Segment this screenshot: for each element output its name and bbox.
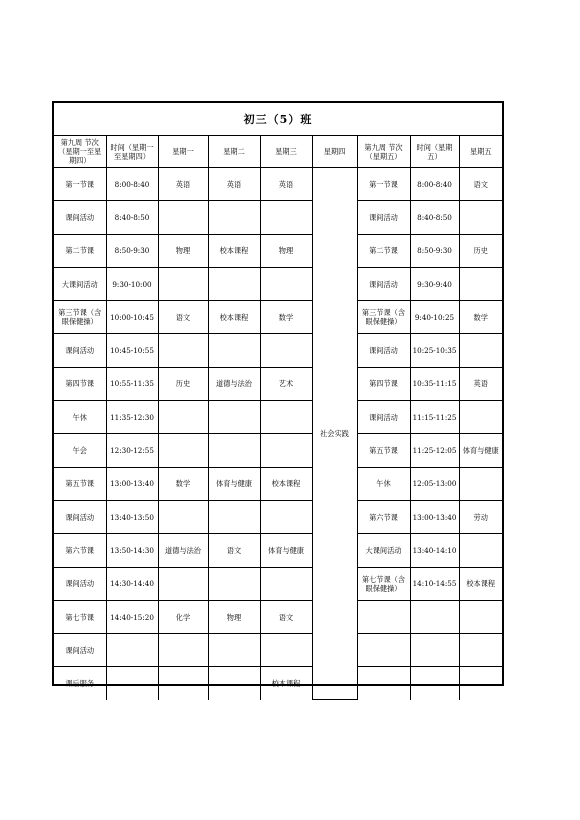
- time-friday-cell: 8:40-8:50: [410, 201, 459, 234]
- period-friday-cell: [357, 600, 410, 633]
- tuesday-cell: 校本课程: [208, 234, 260, 267]
- friday-cell: [459, 201, 502, 234]
- period-mon-thu-cell: 第七节课: [54, 600, 106, 633]
- schedule-table: [54, 136, 502, 700]
- time-friday-cell: 13:00-13:40: [410, 500, 459, 533]
- time-friday-cell: 11:15-11:25: [410, 401, 459, 434]
- time-mon-thu-cell: [106, 667, 158, 700]
- tuesday-cell: [208, 667, 260, 700]
- time-mon-thu-cell: 9:30-10:00: [106, 267, 158, 300]
- monday-cell: 英语: [158, 168, 208, 201]
- table-row: [54, 567, 502, 600]
- period-friday-cell: 课间活动: [357, 401, 410, 434]
- time-friday-cell: 8:00-8:40: [410, 168, 459, 201]
- header-period-friday: 第九周 节次（星期五）: [357, 136, 410, 168]
- period-mon-thu-cell: 课间活动: [54, 567, 106, 600]
- table-row: [54, 534, 502, 567]
- friday-cell: [459, 401, 502, 434]
- period-mon-thu-cell: 第六节课: [54, 534, 106, 567]
- period-friday-cell: 第六节课: [357, 500, 410, 533]
- period-mon-thu-cell: 课间活动: [54, 201, 106, 234]
- period-mon-thu-cell: 午会: [54, 434, 106, 467]
- friday-cell: [459, 534, 502, 567]
- time-mon-thu-cell: 10:55-11:35: [106, 367, 158, 400]
- wednesday-cell: 数学: [260, 301, 312, 334]
- tuesday-cell: 道德与法治: [208, 367, 260, 400]
- monday-cell: 数学: [158, 467, 208, 500]
- tuesday-cell: [208, 567, 260, 600]
- table-row: [54, 434, 502, 467]
- period-friday-cell: [357, 667, 410, 700]
- table-row: [54, 500, 502, 533]
- period-friday-cell: 第一节课: [357, 168, 410, 201]
- tuesday-cell: [208, 434, 260, 467]
- tuesday-cell: [208, 500, 260, 533]
- monday-cell: [158, 267, 208, 300]
- tuesday-cell: [208, 201, 260, 234]
- table-row: [54, 334, 502, 367]
- header-period-mon-thu: 第九周 节次（星期一至星期四）: [54, 136, 106, 168]
- header-thursday: 星期四: [312, 136, 357, 168]
- friday-cell: [459, 467, 502, 500]
- time-friday-cell: 11:25-12:05: [410, 434, 459, 467]
- monday-cell: [158, 401, 208, 434]
- tuesday-cell: [208, 634, 260, 667]
- tuesday-cell: [208, 267, 260, 300]
- time-friday-cell: [410, 634, 459, 667]
- timetable-title: 初三（5）班: [54, 103, 502, 136]
- monday-cell: [158, 434, 208, 467]
- time-friday-cell: 10:35-11:15: [410, 367, 459, 400]
- time-mon-thu-cell: 13:00-13:40: [106, 467, 158, 500]
- time-friday-cell: 14:10-14:55: [410, 567, 459, 600]
- period-friday-cell: 大课间活动: [357, 534, 410, 567]
- wednesday-cell: 艺术: [260, 367, 312, 400]
- time-friday-cell: [410, 600, 459, 633]
- monday-cell: 语文: [158, 301, 208, 334]
- friday-cell: 数学: [459, 301, 502, 334]
- monday-cell: [158, 567, 208, 600]
- table-row: [54, 201, 502, 234]
- wednesday-cell: [260, 434, 312, 467]
- tuesday-cell: 英语: [208, 168, 260, 201]
- time-mon-thu-cell: 10:00-10:45: [106, 301, 158, 334]
- monday-cell: [158, 500, 208, 533]
- time-friday-cell: 9:30-9:40: [410, 267, 459, 300]
- table-row: [54, 234, 502, 267]
- period-friday-cell: [357, 634, 410, 667]
- header-wednesday: 星期三: [260, 136, 312, 168]
- monday-cell: 化学: [158, 600, 208, 633]
- period-friday-cell: 第五节课: [357, 434, 410, 467]
- wednesday-cell: [260, 567, 312, 600]
- wednesday-cell: 英语: [260, 168, 312, 201]
- time-mon-thu-cell: 13:40-13:50: [106, 500, 158, 533]
- friday-cell: 历史: [459, 234, 502, 267]
- friday-cell: 体育与健康: [459, 434, 502, 467]
- table-row: [54, 467, 502, 500]
- period-friday-cell: 第三节课（含眼保健操）: [357, 301, 410, 334]
- monday-cell: [158, 201, 208, 234]
- time-friday-cell: 13:40-14:10: [410, 534, 459, 567]
- wednesday-cell: 语文: [260, 600, 312, 633]
- header-friday: 星期五: [459, 136, 502, 168]
- period-friday-cell: 课间活动: [357, 334, 410, 367]
- table-row: [54, 401, 502, 434]
- wednesday-cell: 校本课程: [260, 667, 312, 700]
- friday-cell: 劳动: [459, 500, 502, 533]
- header-time-mon-thu: 时间（星期一至星期四）: [106, 136, 158, 168]
- tuesday-cell: [208, 401, 260, 434]
- period-friday-cell: 课间活动: [357, 201, 410, 234]
- monday-cell: 道德与法治: [158, 534, 208, 567]
- wednesday-cell: [260, 267, 312, 300]
- period-friday-cell: 第四节课: [357, 367, 410, 400]
- time-mon-thu-cell: [106, 634, 158, 667]
- tuesday-cell: [208, 334, 260, 367]
- friday-cell: [459, 667, 502, 700]
- table-row: [54, 301, 502, 334]
- time-mon-thu-cell: 10:45-10:55: [106, 334, 158, 367]
- period-mon-thu-cell: 课间活动: [54, 500, 106, 533]
- header-monday: 星期一: [158, 136, 208, 168]
- tuesday-cell: 物理: [208, 600, 260, 633]
- period-mon-thu-cell: 第一节课: [54, 168, 106, 201]
- period-friday-cell: 午休: [357, 467, 410, 500]
- time-mon-thu-cell: 13:50-14:30: [106, 534, 158, 567]
- time-friday-cell: 8:50-9:30: [410, 234, 459, 267]
- period-mon-thu-cell: 午休: [54, 401, 106, 434]
- time-mon-thu-cell: 8:00-8:40: [106, 168, 158, 201]
- time-mon-thu-cell: 11:35-12:30: [106, 401, 158, 434]
- wednesday-cell: [260, 401, 312, 434]
- wednesday-cell: 体育与健康: [260, 534, 312, 567]
- tuesday-cell: 语文: [208, 534, 260, 567]
- tuesday-cell: 体育与健康: [208, 467, 260, 500]
- friday-cell: [459, 600, 502, 633]
- header-tuesday: 星期二: [208, 136, 260, 168]
- wednesday-cell: [260, 500, 312, 533]
- table-row: [54, 634, 502, 667]
- period-mon-thu-cell: 大课间活动: [54, 267, 106, 300]
- time-friday-cell: 12:05-13:00: [410, 467, 459, 500]
- wednesday-cell: 校本课程: [260, 467, 312, 500]
- wednesday-cell: [260, 201, 312, 234]
- header-time-friday: 时间（星期五）: [410, 136, 459, 168]
- time-mon-thu-cell: 8:40-8:50: [106, 201, 158, 234]
- period-mon-thu-cell: 第二节课: [54, 234, 106, 267]
- period-mon-thu-cell: 课间活动: [54, 634, 106, 667]
- period-friday-cell: 课间活动: [357, 267, 410, 300]
- monday-cell: 物理: [158, 234, 208, 267]
- monday-cell: [158, 334, 208, 367]
- wednesday-cell: [260, 334, 312, 367]
- friday-cell: 语文: [459, 168, 502, 201]
- time-friday-cell: 10:25-10:35: [410, 334, 459, 367]
- table-row: [54, 667, 502, 700]
- period-mon-thu-cell: 第四节课: [54, 367, 106, 400]
- table-row: [54, 367, 502, 400]
- friday-cell: [459, 334, 502, 367]
- table-row: [54, 267, 502, 300]
- time-friday-cell: 9:40-10:25: [410, 301, 459, 334]
- thursday-activity-cell: 社会实践: [312, 168, 357, 700]
- timetable: [52, 101, 504, 689]
- period-mon-thu-cell: 课后服务: [54, 667, 106, 700]
- wednesday-cell: [260, 634, 312, 667]
- wednesday-cell: 物理: [260, 234, 312, 267]
- period-mon-thu-cell: 第五节课: [54, 467, 106, 500]
- time-friday-cell: [410, 667, 459, 700]
- period-mon-thu-cell: 第三节课（含眼保健操）: [54, 301, 106, 334]
- monday-cell: [158, 667, 208, 700]
- period-friday-cell: 第二节课: [357, 234, 410, 267]
- period-mon-thu-cell: 课间活动: [54, 334, 106, 367]
- friday-cell: [459, 634, 502, 667]
- friday-cell: [459, 267, 502, 300]
- monday-cell: 历史: [158, 367, 208, 400]
- time-mon-thu-cell: 14:30-14:40: [106, 567, 158, 600]
- friday-cell: 英语: [459, 367, 502, 400]
- table-row: [54, 600, 502, 633]
- friday-cell: 校本课程: [459, 567, 502, 600]
- time-mon-thu-cell: 14:40-15:20: [106, 600, 158, 633]
- header-row: [54, 136, 502, 168]
- period-friday-cell: 第七节课（含眼保健操）: [357, 567, 410, 600]
- table-row: [54, 168, 502, 201]
- time-mon-thu-cell: 12:30-12:55: [106, 434, 158, 467]
- time-mon-thu-cell: 8:50-9:30: [106, 234, 158, 267]
- monday-cell: [158, 634, 208, 667]
- tuesday-cell: 校本课程: [208, 301, 260, 334]
